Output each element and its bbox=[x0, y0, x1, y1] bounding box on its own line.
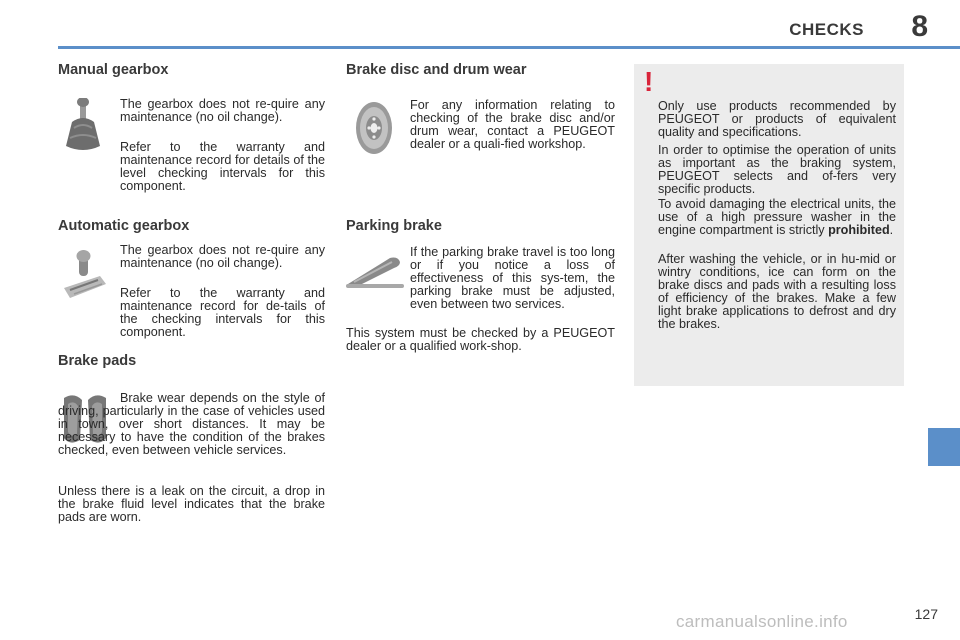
warning-text-2: In order to optimise the operation of units as important as the braking system, PEUGEOT selects and of-fers very specific products. bbox=[658, 143, 896, 196]
brake-disc-icon bbox=[352, 100, 396, 161]
brake-disc-title: Brake disc and drum wear bbox=[346, 62, 527, 78]
chapter-number: 8 bbox=[911, 10, 928, 43]
manual-gearbox-text-2: Refer to the warranty and maintenance record for details of the level checking intervals for this component. bbox=[120, 140, 325, 193]
warning-prohibited: prohibited bbox=[828, 223, 890, 237]
manual-gearbox-title: Manual gearbox bbox=[58, 62, 169, 78]
parking-brake-text-1: If the parking brake travel is too long or if you notice a loss of effectiveness of this sys-tem, the parking brake must be adjusted, even between two services. bbox=[410, 245, 615, 311]
parking-brake-lever-icon bbox=[346, 254, 404, 295]
warning-icon: ! bbox=[644, 66, 654, 97]
watermark: carmanualsonline.info bbox=[676, 612, 848, 631]
brake-pads-title: Brake pads bbox=[58, 353, 137, 369]
brake-pads-text-2: Unless there is a leak on the circuit, a drop in the brake fluid level indicates that the brake pads are worn. bbox=[58, 484, 325, 524]
header-rule bbox=[58, 46, 960, 49]
automatic-gear-selector-icon bbox=[60, 250, 108, 307]
brake-disc-text: For any information relating to checking of the brake disc and/or drum wear, contact a PEUGEOT dealer or a quali-fied workshop. bbox=[410, 98, 615, 151]
automatic-gearbox-text-2: Refer to the warranty and maintenance record for de-tails of the checking intervals for this component. bbox=[120, 286, 325, 339]
warning-text-3-start: To avoid damaging the electrical units, the use of a high pressure washer in the engine compartment is strictly bbox=[658, 197, 896, 237]
parking-brake-title: Parking brake bbox=[346, 218, 442, 234]
warning-text-3-end: . bbox=[889, 223, 894, 237]
automatic-gearbox-text-1: The gearbox does not re-quire any maintenance (no oil change). bbox=[120, 243, 325, 270]
warning-text-3 bbox=[658, 198, 896, 237]
page-number: 127 bbox=[914, 606, 938, 622]
warning-box bbox=[634, 64, 904, 386]
manual-gearbox-text-1: The gearbox does not re-quire any maintenance (no oil change). bbox=[120, 97, 325, 124]
manual-gear-lever-icon bbox=[62, 98, 104, 159]
chapter-tab bbox=[928, 428, 960, 466]
warning-text-1: Only use products recommended by PEUGEOT or products of equivalent quality and specifications. bbox=[658, 99, 896, 139]
chapter-title: CHECKS bbox=[789, 20, 864, 39]
brake-pads-text-1: Brake wear depends on the style of driving, particularly in the case of vehicles used in town, over short distances. It may be necessary to have the condition of the brakes checked, even between vehicle services. bbox=[58, 391, 325, 457]
warning-text-4: After washing the vehicle, or in hu-mid or wintry conditions, ice can form on the brake discs and pads with a resulting loss of efficiency of the brakes. Make a few light brake applications to defrost and dry the brakes. bbox=[658, 252, 896, 331]
parking-brake-text-2: This system must be checked by a PEUGEOT dealer or a qualified work-shop. bbox=[346, 326, 615, 353]
automatic-gearbox-title: Automatic gearbox bbox=[58, 218, 190, 234]
